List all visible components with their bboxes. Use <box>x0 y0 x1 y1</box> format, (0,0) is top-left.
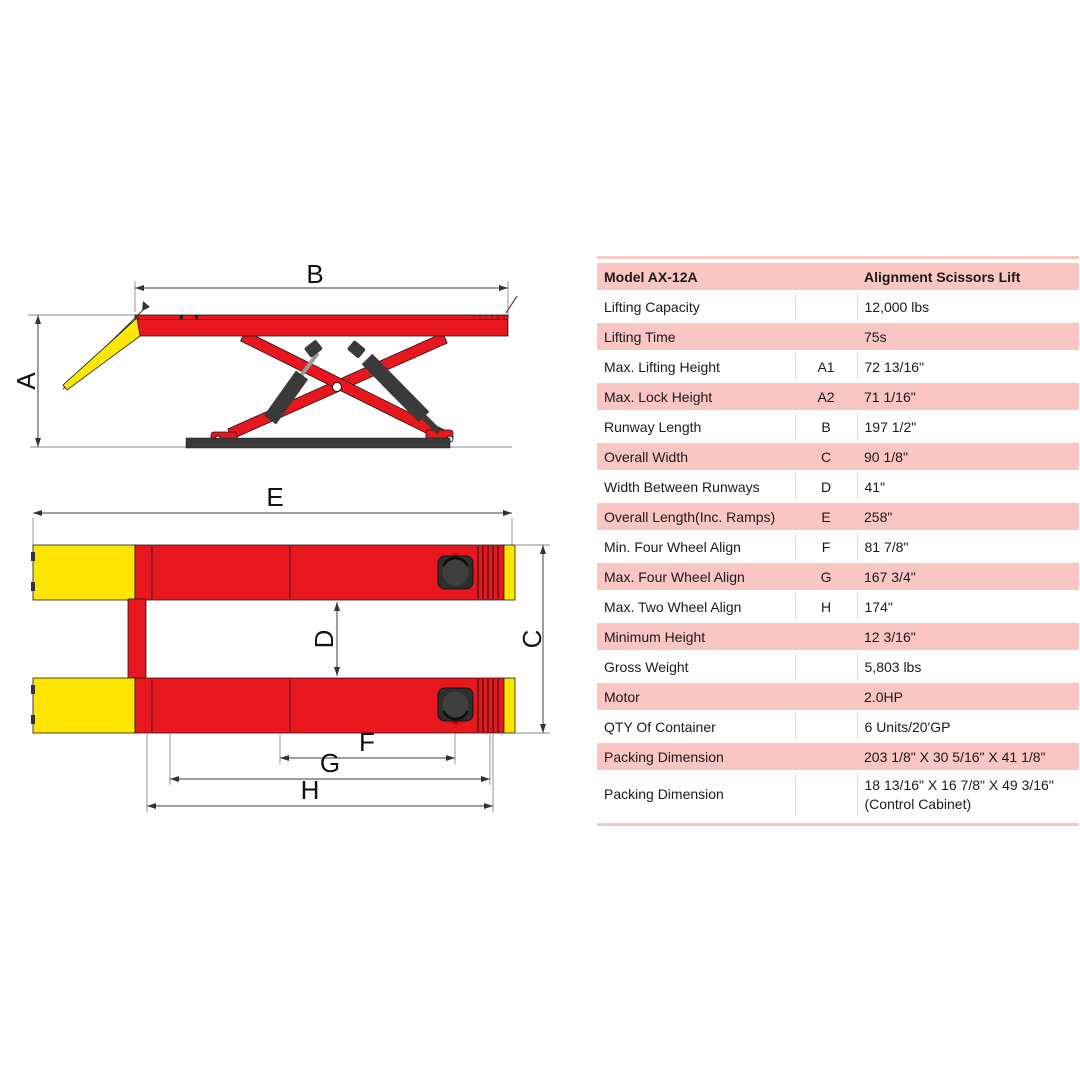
table-header-row <box>597 263 1079 292</box>
table-row <box>597 592 1079 622</box>
spec-value: 6 Units/20'GP <box>864 718 951 735</box>
spec-value: 174" <box>864 598 893 615</box>
crossbar <box>128 599 146 679</box>
side-view <box>11 259 517 448</box>
spec-letter: A1 <box>795 352 857 382</box>
spec-value: 2.0HP <box>864 688 903 705</box>
spec-label: Packing Dimension <box>604 748 724 765</box>
table-row <box>597 382 1079 412</box>
table-row <box>597 772 1079 818</box>
spec-value: 258" <box>864 508 893 525</box>
table-row <box>597 472 1079 502</box>
spec-label: Packing Dimension <box>604 786 724 802</box>
lift-drawing-svg <box>0 250 580 830</box>
spec-label: Overall Length(Inc. Ramps) <box>604 508 776 525</box>
spec-label: Lifting Time <box>604 328 676 345</box>
spec-letter: H <box>795 592 857 622</box>
spec-letter: B <box>795 412 857 442</box>
spec-letter <box>795 652 857 682</box>
dimension-label-c: C <box>517 629 547 649</box>
top-view <box>31 482 550 812</box>
table-row <box>597 652 1079 682</box>
spec-label: Overall Width <box>604 448 689 465</box>
spec-label: Max. Two Wheel Align <box>604 598 742 615</box>
spec-letter: A2 <box>817 388 835 405</box>
spec-value: 90 1/8" <box>864 448 908 465</box>
table-bottom-border <box>597 823 1079 826</box>
table-row <box>597 682 1079 712</box>
dimension-label-h: H <box>300 775 320 805</box>
spec-table <box>597 263 1079 819</box>
spec-letter <box>795 682 857 712</box>
dimension-label-a: A <box>11 372 41 390</box>
spec-label: Min. Four Wheel Align <box>604 538 741 555</box>
spec-value: 203 1/8" X 30 5/16" X 41 1/8" <box>864 748 1046 765</box>
table-row <box>597 442 1079 472</box>
spec-letter: E <box>821 508 831 525</box>
table-row <box>597 352 1079 382</box>
table-row <box>597 412 1079 442</box>
table-row <box>597 742 1079 772</box>
spec-label: Lifting Capacity <box>604 298 700 315</box>
ramp-plan <box>33 545 135 600</box>
spec-letter <box>795 322 857 352</box>
spec-letter <box>795 712 857 742</box>
spec-value: 71 1/16" <box>864 388 916 405</box>
spec-label: Motor <box>604 688 640 705</box>
spec-value: 75s <box>864 328 887 345</box>
spec-value-line2: (Control Cabinet) <box>864 795 972 812</box>
spec-letter <box>795 742 857 772</box>
table-top-border <box>597 256 1079 259</box>
spec-value-line1: 18 13/16" X 16 7/8" X 49 3/16" <box>864 776 1054 793</box>
technical-diagram <box>0 250 580 830</box>
dimension-label-b: B <box>306 259 324 289</box>
dimension-label-g: G <box>319 748 341 778</box>
table-row <box>597 712 1079 742</box>
spec-value <box>857 772 1079 818</box>
runway-bottom <box>31 678 515 733</box>
dimension-label-d: D <box>309 629 339 649</box>
spec-label: Minimum Height <box>604 628 706 645</box>
table-row <box>597 532 1079 562</box>
table-row <box>597 292 1079 322</box>
runway-side <box>135 315 508 336</box>
spec-letter: F <box>795 532 857 562</box>
spec-value: 5,803 lbs <box>864 658 922 675</box>
table-header-model: Model AX-12A <box>604 268 698 285</box>
spec-label: QTY Of Container <box>604 718 716 735</box>
spec-label: Max. Lifting Height <box>604 358 720 375</box>
table-row <box>597 502 1079 532</box>
table-row <box>597 322 1079 352</box>
spec-letter <box>795 772 857 818</box>
spec-value: 41" <box>864 478 886 495</box>
spec-letter: D <box>795 472 857 502</box>
table-row <box>597 562 1079 592</box>
spec-label: Max. Lock Height <box>604 388 713 405</box>
spec-label: Runway Length <box>604 418 702 435</box>
spec-letter <box>795 292 857 322</box>
base-plate <box>186 438 450 448</box>
spec-label: Gross Weight <box>604 658 689 675</box>
ramp-side <box>63 318 140 390</box>
ramp-plan <box>33 678 135 733</box>
spec-label: Width Between Runways <box>604 478 760 495</box>
spec-value: 12,000 lbs <box>864 298 930 315</box>
spec-letter <box>795 622 857 652</box>
runway-top <box>31 545 515 600</box>
spec-value: 167 3/4" <box>864 568 916 585</box>
center-pivot <box>333 383 342 392</box>
table-row <box>597 622 1079 652</box>
spec-letter: G <box>820 568 832 585</box>
spec-value: 72 13/16" <box>864 358 924 375</box>
dimension-label-f: F <box>359 727 375 757</box>
spec-panel <box>597 256 1079 826</box>
table-header-product: Alignment Scissors Lift <box>864 268 1021 285</box>
dimension-label-e: E <box>266 482 284 512</box>
spec-value: 12 3/16" <box>864 628 916 645</box>
spec-label: Max. Four Wheel Align <box>604 568 745 585</box>
spec-value: 197 1/2" <box>864 418 917 435</box>
spec-letter: C <box>820 448 832 465</box>
spec-value: 81 7/8" <box>864 538 909 555</box>
